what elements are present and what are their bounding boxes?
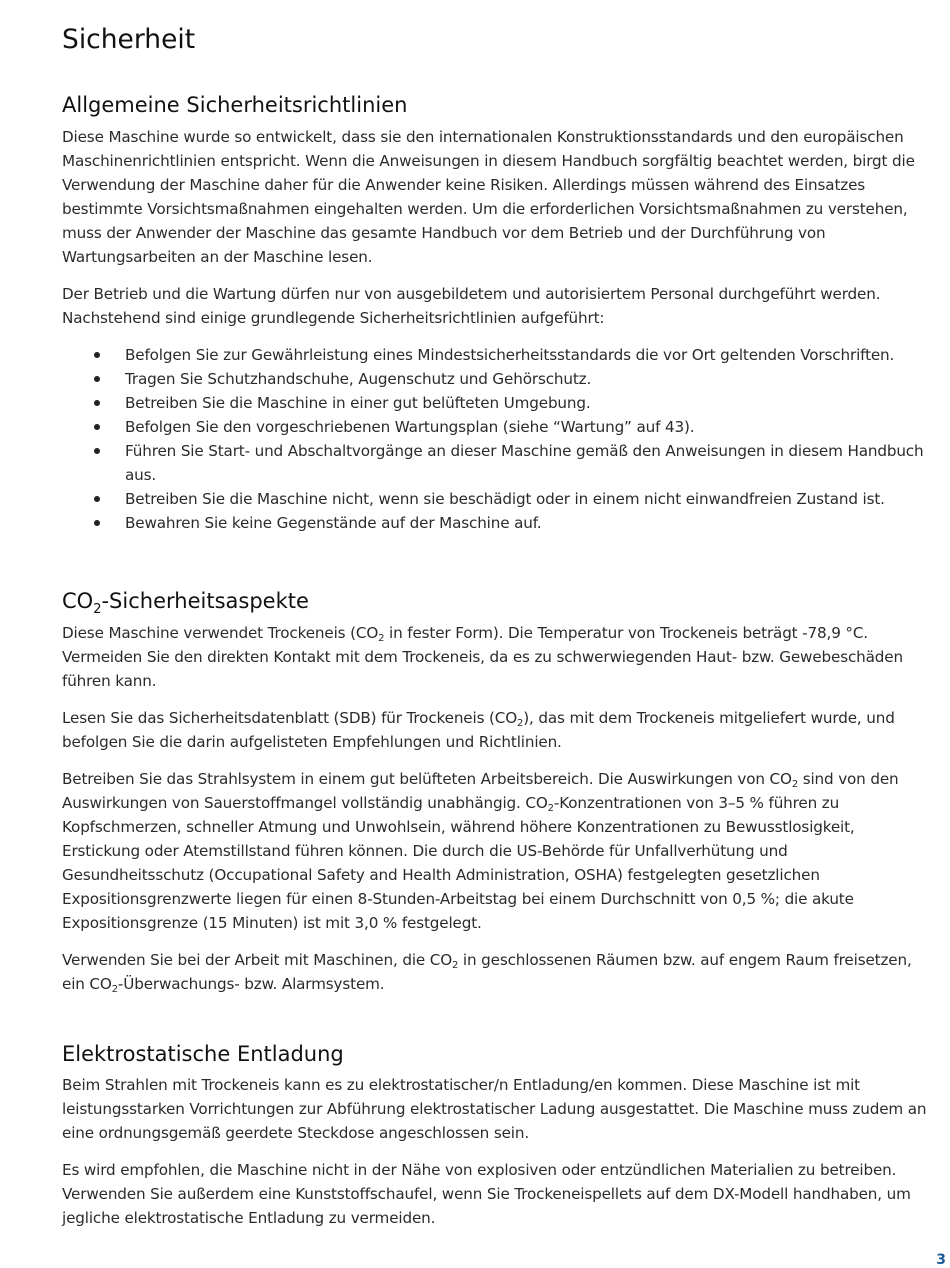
general-paragraph-2: Der Betrieb und die Wartung dürfen nur von ausgebildetem und autorisiertem Personal durchgeführt werden. Nachstehend sind einige grundlegende Sicherheitsrichtlinien aufgeführt: bbox=[62, 285, 881, 327]
general-paragraph-1: Diese Maschine wurde so entwickelt, dass sie den internationalen Konstruktionsstandards und den europäischen Maschinenrichtlinien entspricht. Wenn die Anweisungen in diesem Handbuch sorgfältig beachtet werden, birgt die Verwendung der Maschine daher für die Anwender keine Risiken. Allerdings müssen während des Einsatzes bestimmte Vorsichtsmaßnahmen eingehalten werden. Um die erforderlichen Vorsichtsmaßnahmen zu verstehen, muss der Anwender der Maschine das gesamte Handbuch vor dem Betrieb und der Durchführung von Wartungsarbeiten an der Maschine lesen. bbox=[62, 128, 915, 266]
bullet-icon bbox=[94, 376, 100, 382]
bullet-icon bbox=[94, 520, 100, 526]
list-item: Befolgen Sie den vorgeschriebenen Wartungsplan (siehe “Wartung” auf 43). bbox=[62, 415, 934, 439]
co2-section-body bbox=[62, 621, 934, 996]
co2-paragraph-2: Lesen Sie das Sicherheitsdatenblatt (SDB) für Trockeneis $(CO_2)$, das mit dem Trockeneis mitgeliefert wurde, und befolgen Sie die darin aufgelisteten Empfehlungen und Richtlinien. bbox=[62, 709, 895, 751]
list-item: Befolgen Sie zur Gewährleistung eines Mindestsicherheitsstandards die vor Ort geltenden Vorschriften. bbox=[62, 343, 934, 367]
esd-section-body bbox=[62, 1073, 934, 1230]
bullet-icon bbox=[94, 448, 100, 454]
bullet-icon bbox=[94, 400, 100, 406]
bullet-icon bbox=[94, 424, 100, 430]
bullet-icon bbox=[94, 496, 100, 502]
safety-guidelines-list bbox=[62, 343, 934, 535]
list-item: Führen Sie Start- und Abschaltvorgänge an dieser Maschine gemäß den Anweisungen in diesem Handbuch aus. bbox=[62, 439, 934, 487]
section-heading-general: Allgemeine Sicherheitsrichtlinien bbox=[62, 93, 408, 117]
general-section-body bbox=[62, 125, 934, 535]
esd-paragraph-1: Beim Strahlen mit Trockeneis kann es zu elektrostatischer/n Entladung/en kommen. Diese Maschine ist mit leistungsstarken Vorrichtungen zur Abführung elektrostatischer Ladung ausgestattet. Die Maschine muss zudem an eine ordnungsgemäß geerdete Steckdose angeschlossen sein. bbox=[62, 1076, 927, 1142]
list-item: Betreiben Sie die Maschine nicht, wenn sie beschädigt oder in einem nicht einwandfreien Zustand ist. bbox=[62, 487, 934, 511]
co2-paragraph-4: Verwenden Sie bei der Arbeit mit Maschinen, die $CO_2$ in geschlossenen Räumen bzw. auf engem Raum freisetzen, ein $CO_2-Überwachungs-$ bzw. Alarmsystem. bbox=[62, 951, 912, 995]
list-item: Tragen Sie Schutzhandschuhe, Augenschutz und Gehörschutz. bbox=[62, 367, 934, 391]
section-heading-esd: Elektrostatische Entladung bbox=[62, 1042, 344, 1066]
co2-paragraph-3: Betreiben Sie das Strahlsystem in einem gut belüfteten Arbeitsbereich. Die Auswirkungen von $CO_2$ sind von den Auswirkungen von Sauerstoffmangel vollständig unabhängig. $CO_2$-Konzentrationen von 3–5 % führen zu Kopfschmerzen, schneller Atmung und Unwohlsein, während höhere Konzentrationen zu Bewusstlosigkeit, Erstickung oder Atemstillstand führen können. Die durch die US-Behörde für Unfallverhütung und Gesundheitsschutz (Occupational Safety and Health Administration, OSHA) festgelegten gesetzlichen Expositionsgrenzwerte liegen für einen 8-Stunden-Arbeitstag bei einem Durchschnitt von 0,5 %; die akute Expositionsgrenze (15 Minuten) ist mit 3,0 % festgelegt. bbox=[62, 770, 899, 932]
page-number: 3 bbox=[936, 1252, 946, 1268]
co2-paragraph-1: Diese Maschine verwendet Trockeneis ($CO_2$ in fester Form). Die Temperatur von Trockeneis beträgt -78,9 °C. Vermeiden Sie den direkten Kontakt mit dem Trockeneis, da es zu schwerwiegenden Haut- bzw. Gewebeschäden führen kann. bbox=[62, 624, 903, 690]
page-title: Sicherheit bbox=[62, 24, 196, 55]
list-item: Bewahren Sie keine Gegenstände auf der Maschine auf. bbox=[62, 511, 934, 535]
bullet-icon bbox=[94, 352, 100, 358]
list-item: Betreiben Sie die Maschine in einer gut belüfteten Umgebung. bbox=[62, 391, 934, 415]
section-heading-co2: $CO_2$-Sicherheitsaspekte bbox=[62, 589, 309, 617]
esd-paragraph-2: Es wird empfohlen, die Maschine nicht in der Nähe von explosiven oder entzündlichen Materialien zu betreiben. Verwenden Sie außerdem eine Kunststoffschaufel, wenn Sie Trockeneispellets auf dem DX-Modell handhaben, um jegliche elektrostatische Entladung zu vermeiden. bbox=[62, 1161, 911, 1227]
